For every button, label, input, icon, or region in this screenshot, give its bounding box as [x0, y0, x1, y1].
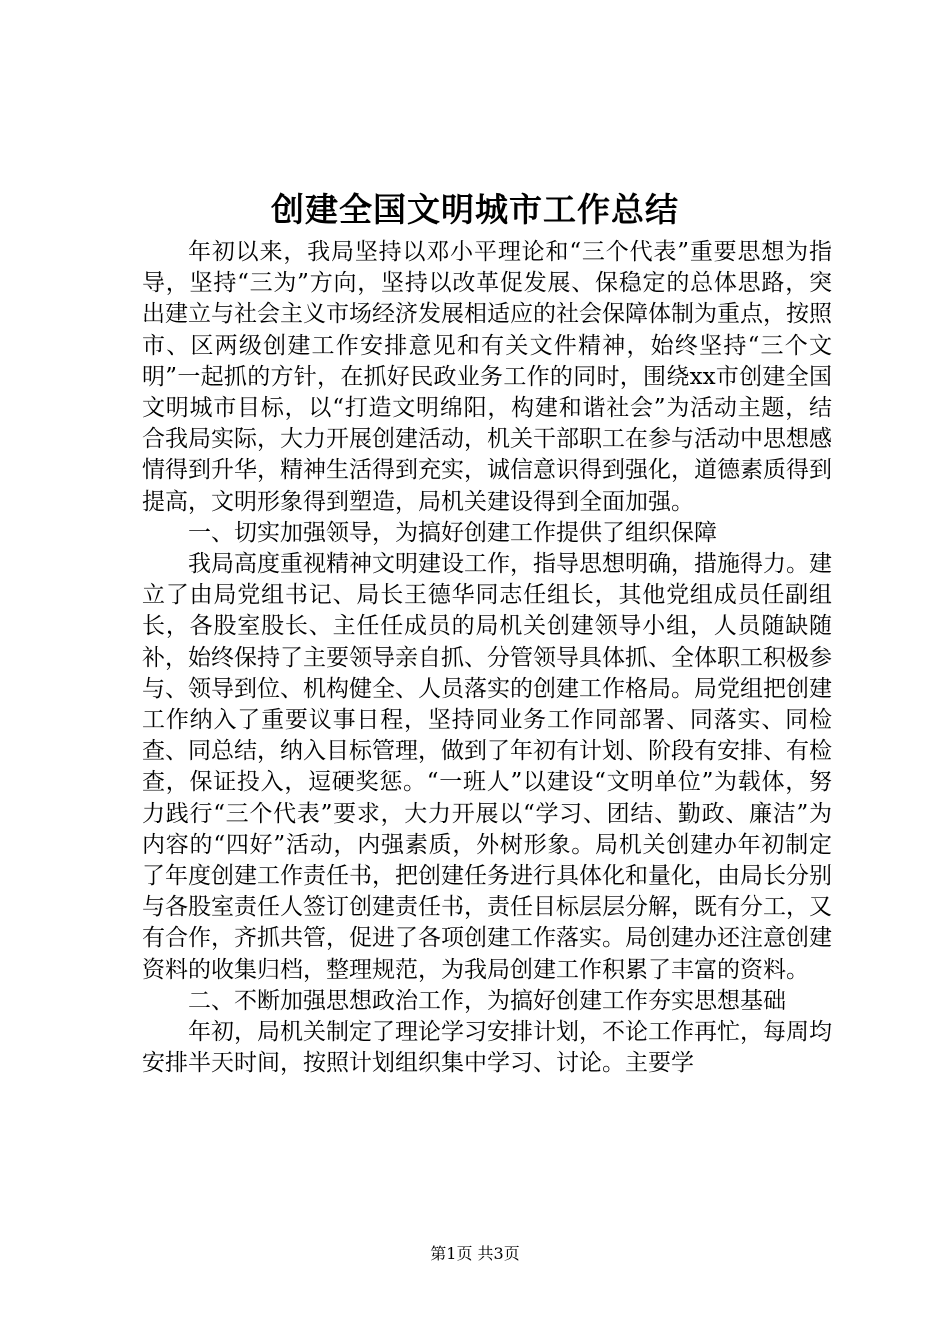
paragraph-section-1: 我局高度重视精神文明建设工作，指导思想明确，措施得力。建立了由局党组书记、局长王德华同志任组长，其他党组成员任副组长，各股室股长、主任任成员的局机关创建领导小组，人员随缺随补，始终保持了主要领导亲自抓、分管领导具体抓、全体职工积极参与、领导到位、机构健全、人员落实的创建工作格局。局党组把创建工作纳入了重要议事日程，坚持同业务工作同部署、同落实、同检查、同总结，纳入目标管理，做到了年初有计划、阶段有安排、有检查，保证投入，逗硬奖惩。“一班人”以建设“文明单位”为载体，努力践行“三个代表”要求，大力开展以“学习、团结、勤政、廉洁”为内容的“四好”活动，内强素质，外树形象。局机关创建办年初制定了年度创建工作责任书，把创建任务进行具体化和量化，由局长分别与各股室责任人签订创建责任书，责任目标层层分解，既有分工，又有合作，齐抓共管，促进了各项创建工作落实。局创建办还注意创建资料的收集归档，整理规范，为我局创建工作积累了丰富的资料。: [142, 551, 832, 983]
paragraph-section-2: 年初，局机关制定了理论学习安排计划，不论工作再忙，每周均安排半天时间，按照计划组织集中学习、讨论。主要学: [142, 1019, 832, 1077]
document-body: [142, 237, 832, 1079]
page-footer: 第1页 共3页: [430, 1244, 520, 1263]
section-heading-1: 一、切实加强领导，为搞好创建工作提供了组织保障: [188, 519, 717, 546]
paragraph-intro: 年初以来，我局坚持以邓小平理论和“三个代表”重要思想为指导，坚持“三为”方向，坚持以改革促发展、保稳定的总体思路，突出建立与社会主义市场经济发展相适应的社会保障体制为重点，按照市、区两级创建工作安排意见和有关文件精神，始终坚持“三个文明”一起抓的方针，在抓好民政业务工作的同时，围绕xx市创建全国文明城市目标，以“打造文明绵阳，构建和谐社会”为活动主题，结合我局实际，大力开展创建活动，机关干部职工在参与活动中思想感情得到升华，精神生活得到充实，诚信意识得到强化，道德素质得到提高，文明形象得到塑造，局机关建设得到全面加强。: [142, 239, 832, 515]
section-heading-2: 二、不断加强思想政治工作，为搞好创建工作夯实思想基础: [188, 987, 786, 1014]
document-title: 创建全国文明城市工作总结: [271, 190, 679, 229]
